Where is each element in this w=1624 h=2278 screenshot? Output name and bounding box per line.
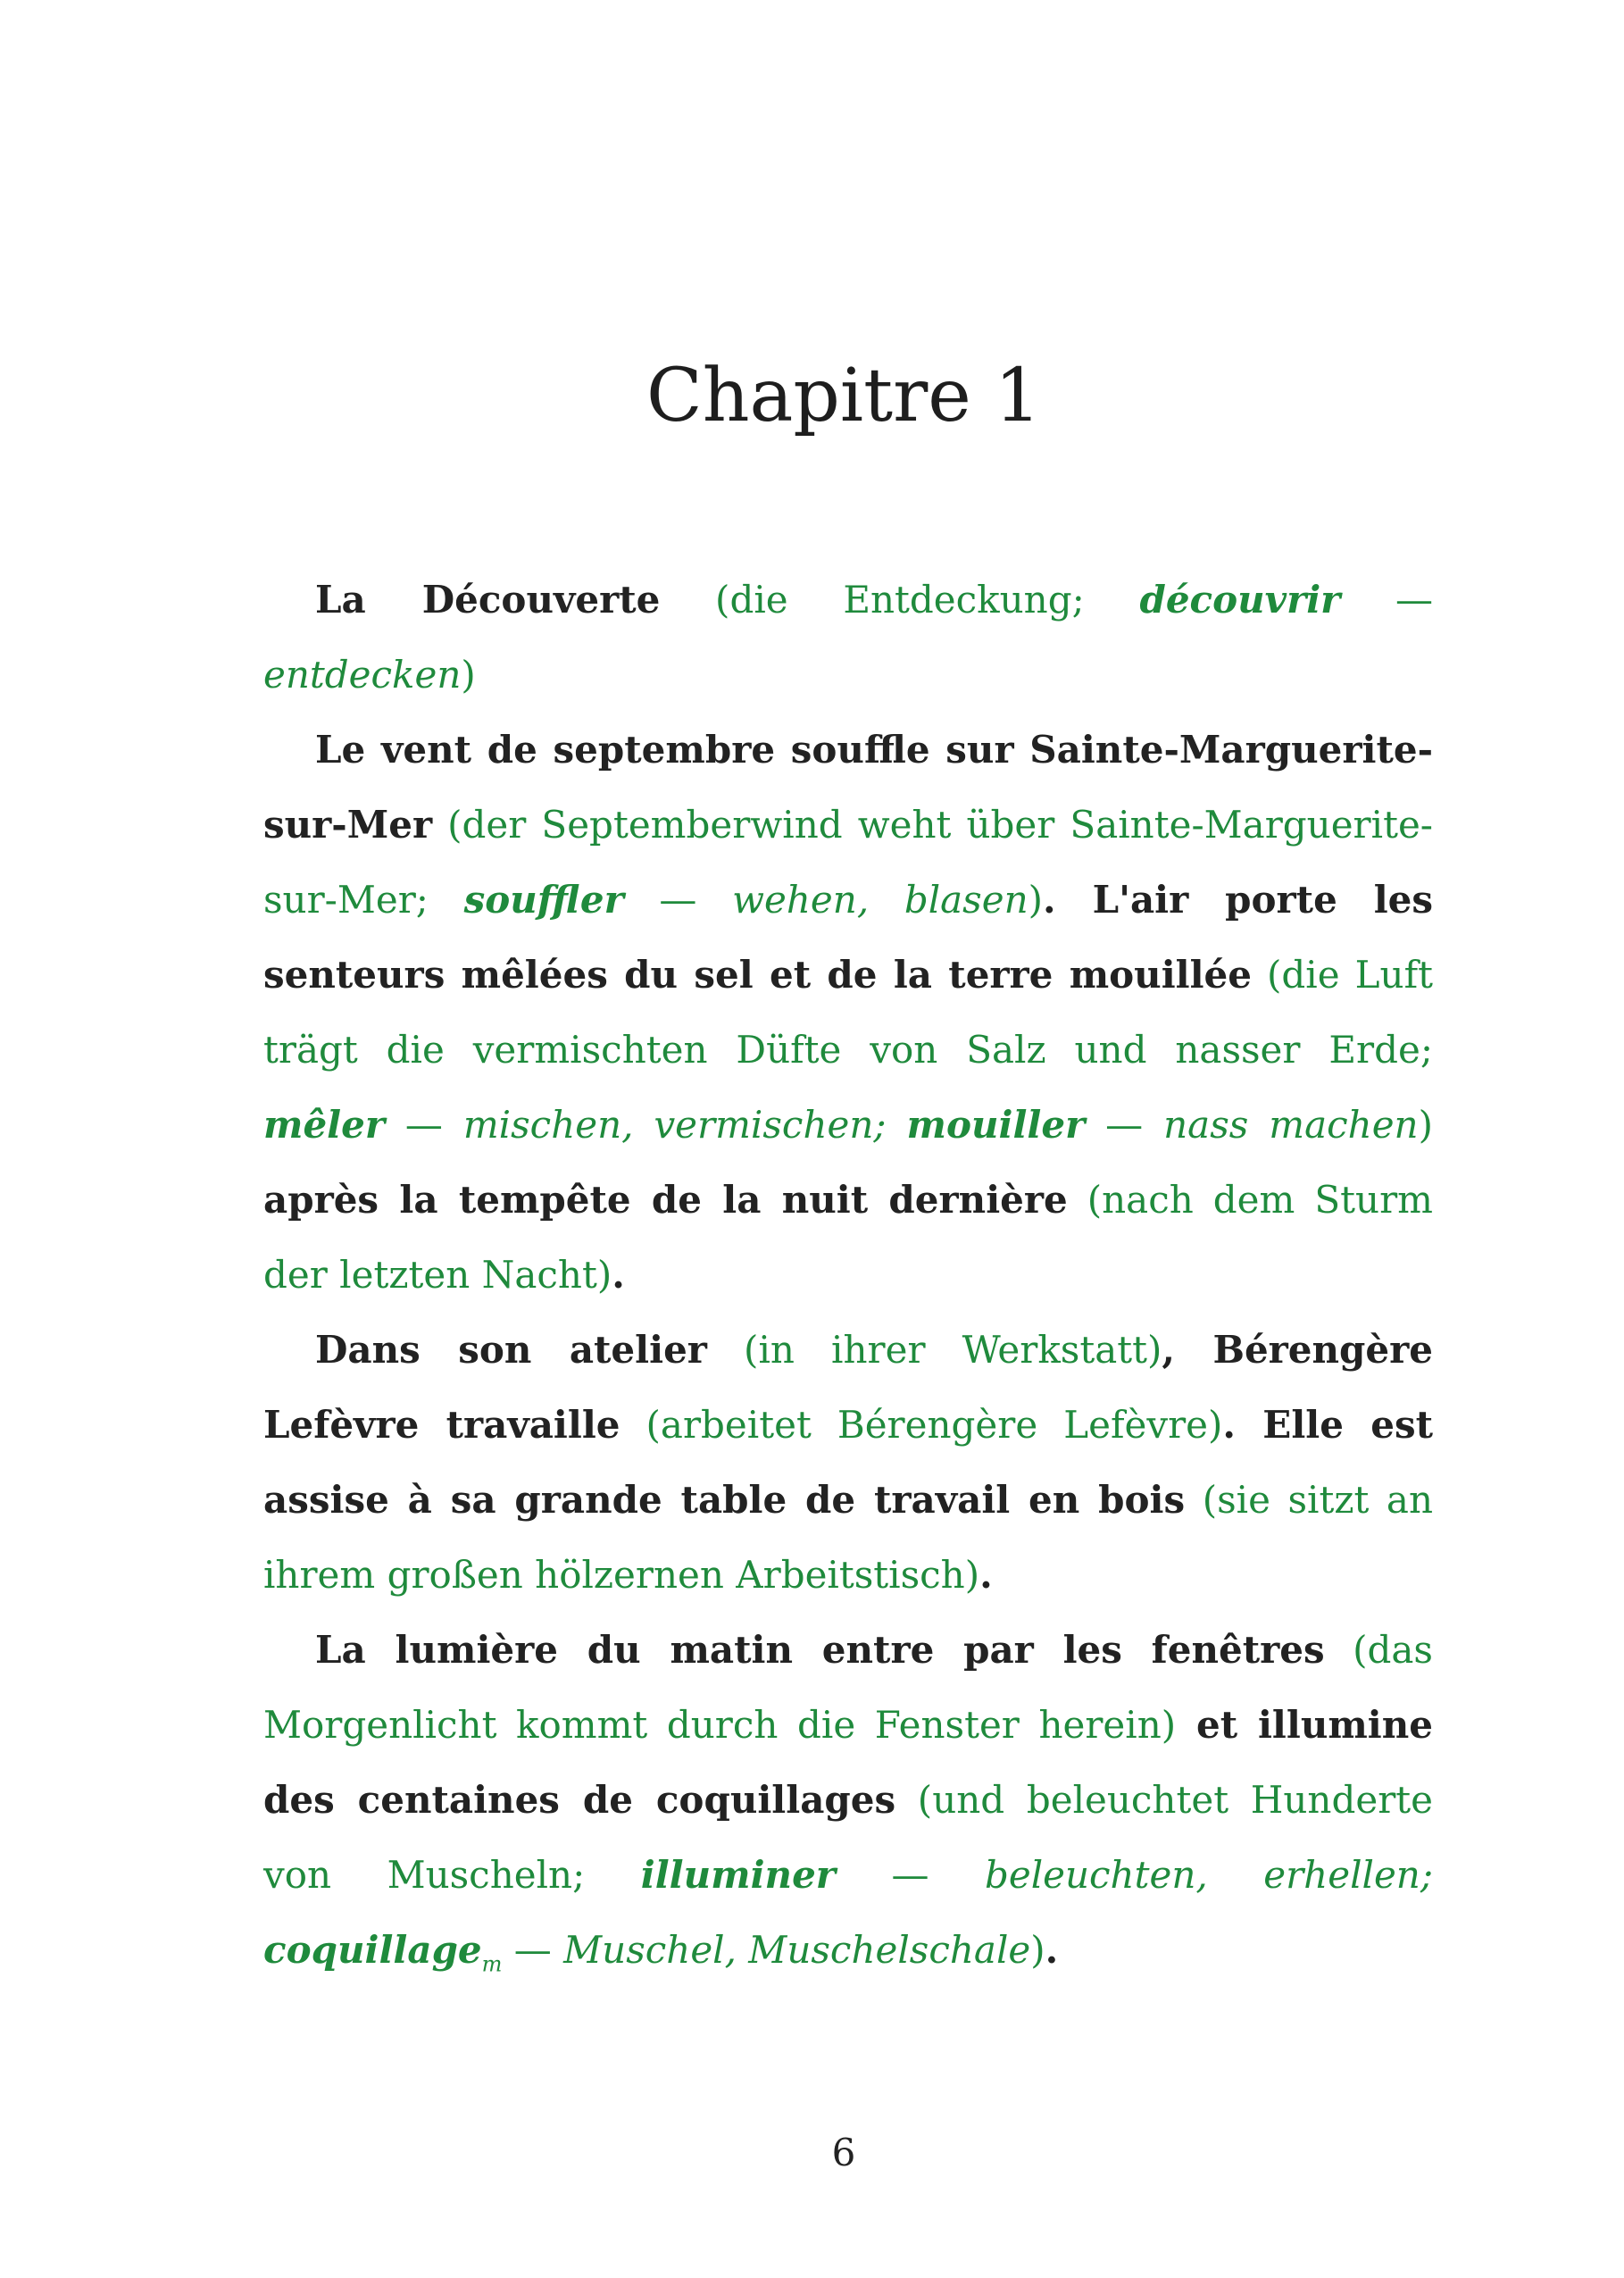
german-gloss: (das Morgenlicht kommt durch die Fenster herein) xyxy=(263,1628,1433,1747)
french-text: La lumière du matin entre par les fenêtres xyxy=(315,1628,1325,1672)
gloss-term: illuminer xyxy=(640,1853,836,1897)
gloss-meaning: Muschel, Muschelschale xyxy=(563,1928,1031,1972)
gloss-separator: — xyxy=(1085,1103,1164,1147)
french-text: . xyxy=(979,1553,993,1597)
gloss-close: ) xyxy=(1030,1928,1045,1972)
chapter-body xyxy=(263,563,1433,2001)
german-gloss: (nach dem Sturm der letzten Nacht) xyxy=(263,1178,1433,1297)
french-text: et illumine des centaines de coquillages xyxy=(263,1703,1434,1822)
paragraph xyxy=(263,1313,1433,1613)
gloss-meaning: nass machen xyxy=(1163,1103,1419,1147)
gloss-meaning: wehen, blasen xyxy=(732,878,1029,922)
french-text: . L'air porte les senteurs mêlées du sel et de la terre mouillée xyxy=(263,878,1434,997)
gloss-meaning: entdecken xyxy=(263,653,462,697)
french-text: La Découverte xyxy=(315,578,661,622)
gloss-term: découvrir xyxy=(1139,578,1341,622)
gloss-separator: — xyxy=(384,1103,463,1147)
gloss-term: souffler xyxy=(463,878,624,922)
gloss-separator: — xyxy=(835,1853,985,1897)
gloss-meaning: beleuchten, erhellen; xyxy=(984,1853,1434,1897)
paragraph xyxy=(263,713,1433,1313)
chapter-title: Chapitre 1 xyxy=(645,354,1042,438)
gloss-text: (die Luft trägt die vermischten Düfte von Salz und nasser Erde; xyxy=(263,953,1433,1072)
french-text: . Elle est assise à sa grande table de travail en bois xyxy=(263,1403,1433,1522)
german-gloss: (in ihrer Werkstatt) xyxy=(706,1328,1162,1372)
french-text: , Bérengère Lefèvre travaille xyxy=(263,1328,1433,1447)
gloss-text: (die Entdeckung; xyxy=(660,578,1140,622)
french-text: Le vent de septembre souffle sur Sainte-Marguerite-sur-Mer xyxy=(263,728,1433,847)
gloss-meaning: mischen, vermischen; xyxy=(462,1103,907,1147)
german-gloss: (arbeitet Bérengère Lefèvre) xyxy=(620,1403,1223,1447)
paragraph xyxy=(263,1613,1433,2001)
gloss-close: ) xyxy=(461,653,476,697)
gloss-separator: — xyxy=(1340,578,1433,622)
gloss-term: coquillage xyxy=(263,1928,482,1972)
gender-marker: m xyxy=(481,1951,503,1977)
french-text: Dans son atelier xyxy=(315,1328,707,1372)
gloss-separator: — xyxy=(623,878,733,922)
page-number: 6 xyxy=(831,2131,856,2174)
gloss-term: mouiller xyxy=(906,1103,1086,1147)
french-text: . xyxy=(612,1253,625,1297)
paragraph xyxy=(263,563,1433,713)
gloss-close: ) xyxy=(1418,1103,1433,1147)
gloss-term: mêler xyxy=(263,1103,385,1147)
french-text: après la tempête de la nuit dernière xyxy=(263,1178,1068,1222)
gloss-text: (und beleuchtet Hunderte von Muscheln; xyxy=(263,1778,1434,1897)
gloss-text: (der Septemberwind weht über Sainte-Marguerite-sur-Mer; xyxy=(263,803,1433,922)
gloss-separator: — xyxy=(502,1928,564,1972)
german-gloss: (sie sitzt an ihrem großen hölzernen Arbeitstisch) xyxy=(263,1478,1434,1597)
gloss-close: ) xyxy=(1028,878,1044,922)
french-text: . xyxy=(1045,1928,1059,1972)
